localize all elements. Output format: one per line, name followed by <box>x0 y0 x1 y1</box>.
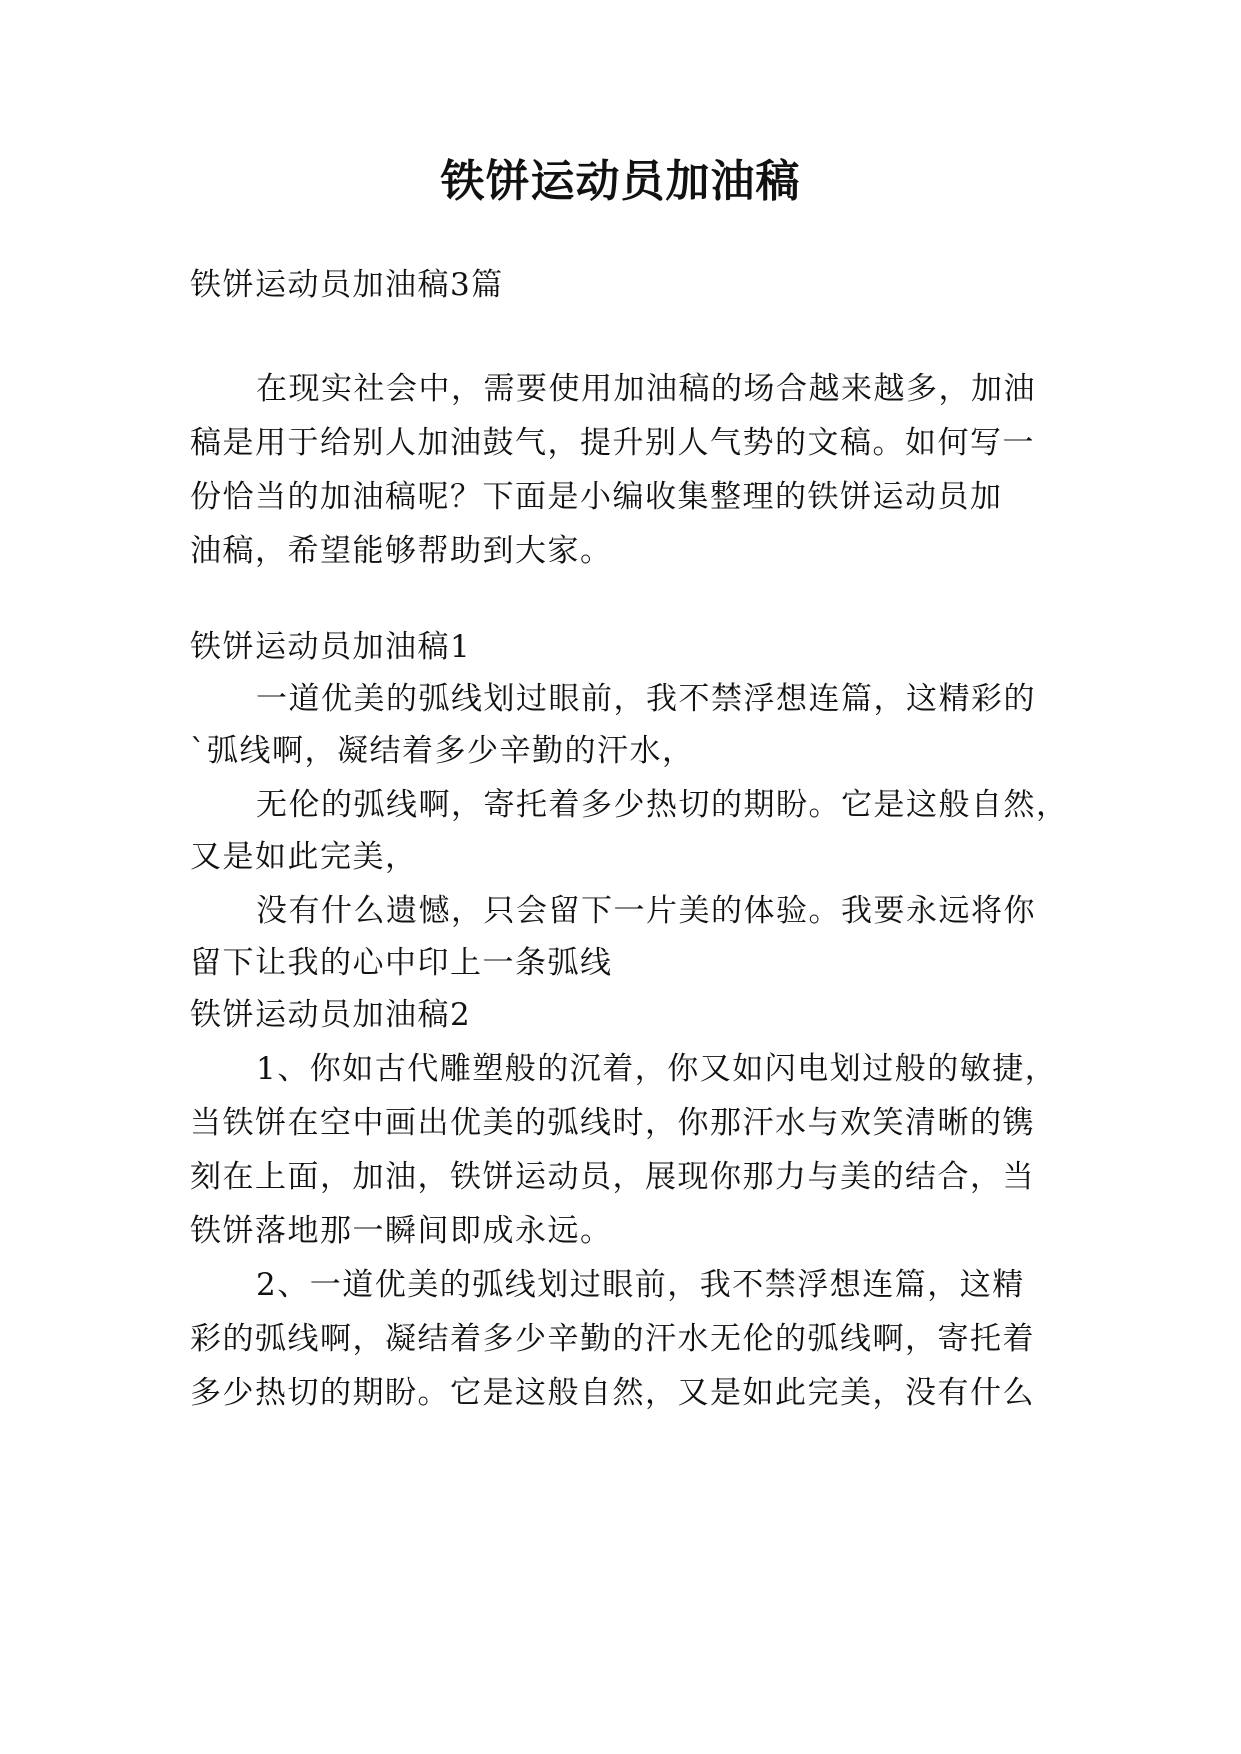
section1-line-6: 留下让我的心中印上一条弧线 <box>190 945 613 981</box>
intro-line-3: 份恰当的加油稿呢？下面是小编收集整理的铁饼运动员加 <box>190 479 1003 515</box>
section1-line-2: `弧线啊，凝结着多少辛勤的汗水， <box>190 733 695 769</box>
section1-heading: 铁饼运动员加油稿1 <box>190 629 472 665</box>
section2-line-4: 铁饼落地那一瞬间即成永远。 <box>190 1213 613 1249</box>
section2-line-2: 当铁饼在空中画出优美的弧线时，你那汗水与欢笑清晰的镌 <box>190 1105 1035 1141</box>
section1-line-1: 一道优美的弧线划过眼前，我不禁浮想连篇，这精彩的 <box>256 681 1036 717</box>
section2-line-6: 彩的弧线啊，凝结着多少辛勤的汗水无伦的弧线啊，寄托着 <box>190 1321 1035 1357</box>
section2-line-5: 2、一道优美的弧线划过眼前，我不禁浮想连篇，这精 <box>256 1267 1025 1303</box>
intro-line-2: 稿是用于给别人加油鼓气，提升别人气势的文稿。如何写一 <box>190 425 1035 461</box>
section1-line-5: 没有什么遗憾，只会留下一片美的体验。我要永远将你 <box>256 893 1036 929</box>
section2-heading: 铁饼运动员加油稿2 <box>190 997 472 1033</box>
section1-line-3: 无伦的弧线啊，寄托着多少热切的期盼。它是这般自然， <box>256 787 1069 823</box>
intro-line-1: 在现实社会中，需要使用加油稿的场合越来越多，加油 <box>256 371 1036 407</box>
document-subtitle: 铁饼运动员加油稿3篇 <box>190 267 504 303</box>
section1-line-4: 又是如此完美， <box>190 839 418 875</box>
intro-line-4: 油稿，希望能够帮助到大家。 <box>190 533 613 569</box>
section2-line-7: 多少热切的期盼。它是这般自然，又是如此完美，没有什么 <box>190 1375 1035 1411</box>
section2-line-3: 刻在上面，加油，铁饼运动员，展现你那力与美的结合，当 <box>190 1159 1035 1195</box>
section2-line-1: 1、你如古代雕塑般的沉着，你又如闪电划过般的敏捷， <box>256 1051 1058 1087</box>
document-title: 铁饼运动员加油稿 <box>440 156 801 207</box>
